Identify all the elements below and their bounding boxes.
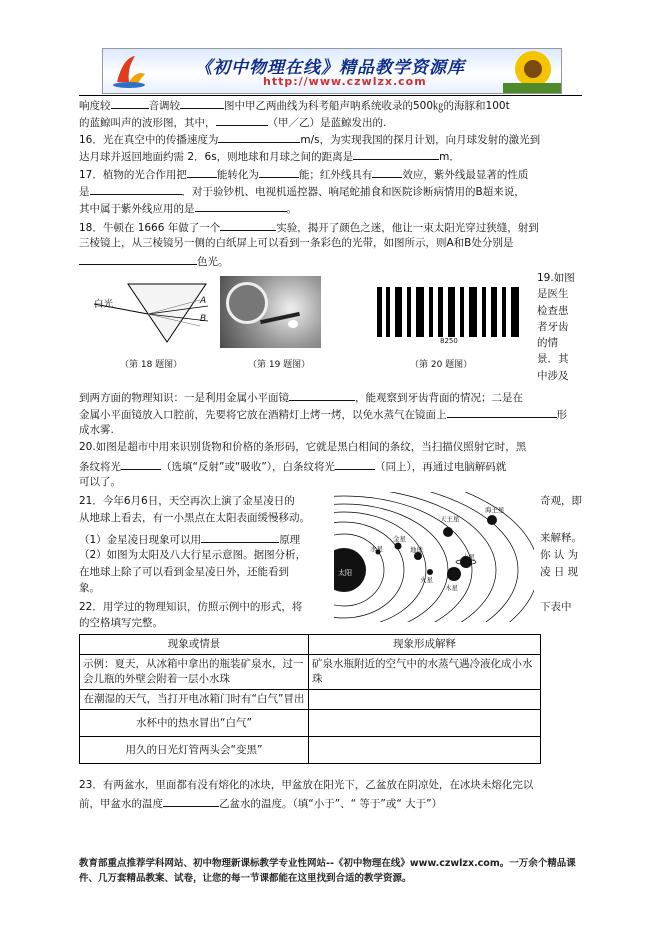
q21-right-4: 你 认 为 [540,549,579,561]
planet-label-saturn: 土星 [462,553,475,561]
table-header-row [80,635,541,655]
q21-line-3: （1）金星凌日现象可以用 原理 [79,531,300,548]
q21-right-3: 来解释。 [540,532,582,544]
planet-label-sun: 太阳 [338,569,352,577]
table-row [80,710,541,737]
q19-line-3: 成水雾. [79,424,114,436]
q15-line-2: 的蓝鲸叫声的波形图，其中， （甲／乙）是蓝鲸发出的. [79,114,386,131]
q17-line-1: 17．植物的光合作用把 能转化为 能；红外线具有 效应，紫外线最显著的性质 [79,166,528,183]
q21-right-1: 奇观，即 [540,495,582,507]
table-cell: 用久的日光灯管两头会“变黑” [80,737,309,764]
fig18-label-a: A [200,296,207,306]
banner-url[interactable]: http://www.czwlzx.com [263,75,427,88]
table-cell: 示例：夏天，从冰箱中拿出的瓶装矿泉水，过一会儿瓶的外壁会附着一层小水珠 [80,655,309,690]
q21-line-4: （2）如图为太阳及八大行星示意图。据图分析， [79,549,307,561]
planet-label-mars: 火星 [420,576,433,584]
q21-line-2: 从地球上看去，有一小黑点在太阳表面缓慢移动。 [79,512,310,524]
barcode-digits: 8250 [440,337,458,345]
q20-line-1: 20.如图是超市中用来识别货物和价格的条形码，它就是黑白相间的条纹，当扫描仪照射它时，黑 [79,441,527,453]
q15-line-1: 响度较 音调较 图中甲乙两曲线为科考船声呐系统收录的500㎏的海豚和100t [79,97,510,114]
answer-cell[interactable] [309,737,541,764]
answer-cell[interactable] [309,690,541,710]
fig18-label-b: B [200,314,207,324]
table-header-cell: 现象形成解释 [309,635,541,655]
planet-label-venus: 金星 [393,535,406,543]
q21-line-1: 21．今年6月6日，天空再次上演了金星凌日的 [79,495,295,507]
q22-line-2: 的空格填写完整。 [79,617,163,629]
table-cell: 在潮湿的天气，当打开电冰箱门时有“白气”冒出 [80,690,309,710]
table-row [80,655,541,690]
fig18-caption: （第 18 题图） [120,360,183,370]
q19-line-2: 金属小平面镜放入口腔前，先要将它放在酒精灯上烤一烤，以免水蒸气在镜面上 形 [79,406,567,423]
sunflower-icon [503,49,561,93]
q19-side-text: 19.如图 是医生 检查患 者牙齿 的情 景．其 中涉及 [537,272,575,382]
q19-line-1: 到两方面的物理知识：一是利用金属小平面镜 ，能观察到牙齿背面的情况；二是在 [79,389,523,406]
prism-figure [90,276,216,346]
header-rule [79,95,582,96]
fig19-caption: （第 19 题图） [248,360,311,370]
q20-line-3: 可以了。 [79,476,121,488]
q16-line-1: 16．光在真空中的传播速度为 m/s，为实现我国的探月计划，向月球发射的激光到 [79,131,540,148]
q21-line-5: 在地球上除了可以看到金星凌日外，还能看到 [79,566,289,578]
header-banner [102,48,562,94]
fig20-caption: （第 20 题图） [410,360,473,370]
q20-line-2: 条纹将光 （选填“反射”或“吸收”），白条纹将光 （同上），再通过电脑解码就 [79,458,506,475]
table-cell: 矿泉水瓶附近的空气中的水蒸气遇冷液化成小水珠 [309,655,541,690]
q17-line-2: 是 ．对于验钞机、电视机遥控器、响尾蛇捕食和医院诊断病情用的B超来说， [79,183,525,200]
table-cell: 水杯中的热水冒出“白气” [80,710,309,737]
table-header-cell: 现象或情景 [80,635,309,655]
q22-right-1: 下表中 [540,601,572,613]
dental-photo [220,276,321,348]
planet-label-jupiter: 木星 [445,584,458,592]
q22-line-1: 22．用学过的物理知识，仿照示例中的形式，将 [79,601,303,613]
q18-line-2: 三棱镜上，从三棱镜另一侧的白纸屏上可以看到一条彩色的光带，如图所示，则A和B处分别是 [79,237,514,249]
q16-line-2: 达月球并返回地面约需 2．6s，则地球和月球之间的距离是 m． [79,148,460,165]
table-row [80,737,541,764]
q21-line-6: 象。 [79,582,100,594]
table-row [80,690,541,710]
planet-label-uranus: 天王星 [440,515,460,523]
q18-line-3: 色光。 [79,253,229,270]
planet-label-earth: 地球 [410,546,423,554]
phenomenon-table [79,634,541,764]
logo-icon [109,52,149,90]
banner-title: 《初中物理在线》精品教学资源库 [195,58,465,78]
q18-line-1: 18．牛顿在 1666 年做了一个 实验，揭开了颜色之迷，他让一束太阳光穿过狭缝，射到 [79,219,539,236]
q17-line-3: 其中属于紫外线应用的是 。 [79,200,297,217]
page-footer: 教育部重点推荐学科网站、初中物理新课标教学专业性网站--《初中物理在线》www.czwlzx.com。一万余个精品课件、几万套精品教案、试卷，让您的每一节课都能在这里找到合适的教学资源。 [79,858,576,884]
fig18-label-white: 白光 [94,299,114,310]
q23-line-1: 23．有两盆水，里面都有没有熔化的冰块，甲盆放在阳光下，乙盆放在阴凉处，在冰块未熔化完以 [79,779,534,791]
q21-right-5: 凌 日 现 [540,566,579,578]
q23-line-2: 前，甲盆水的温度 乙盆水的温度。（填“小于”、“ 等于”或“ 大于”） [79,795,442,812]
planet-label-neptune: 海王星 [485,506,505,514]
answer-cell[interactable] [309,710,541,737]
planet-label-mercury: 水星 [370,545,383,553]
